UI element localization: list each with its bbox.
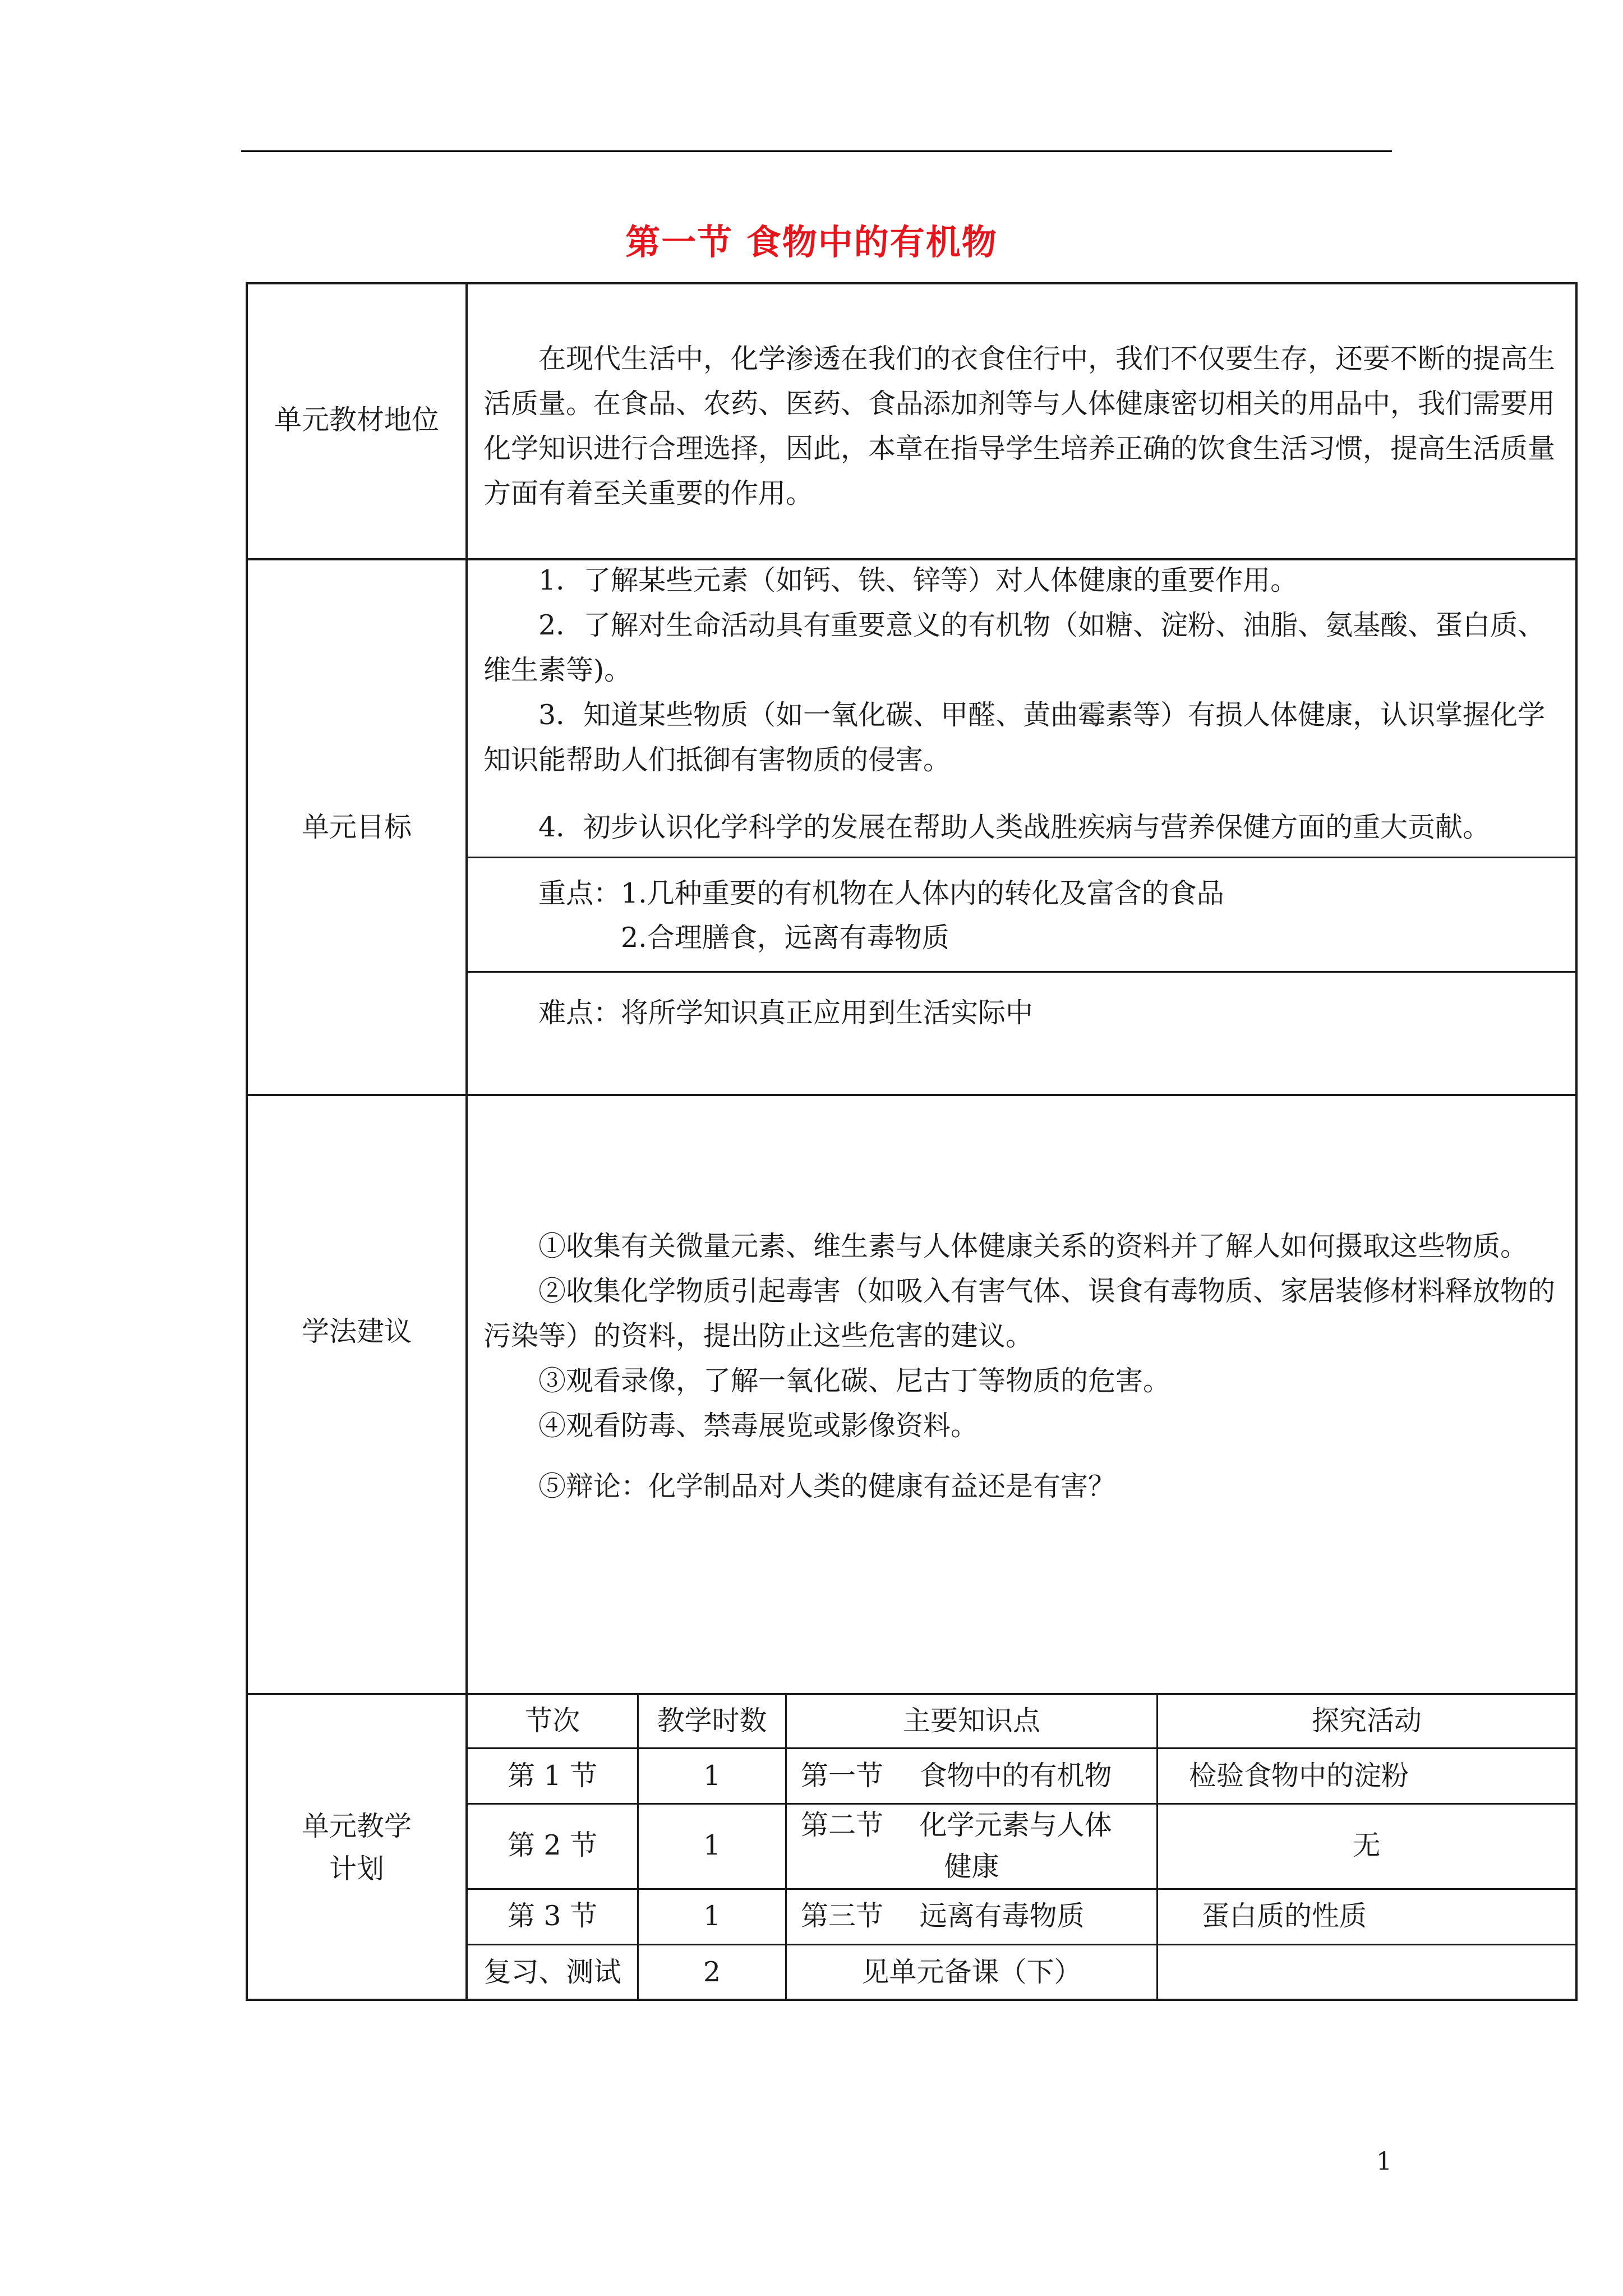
- row-hours: 1: [703, 1829, 721, 1861]
- plan-header-activity: 探究活动: [1311, 1705, 1422, 1737]
- row-lesson: 复习、测试: [483, 1956, 621, 1988]
- row-activity: 无: [1353, 1829, 1381, 1861]
- row-activity: 检验食物中的淀粉: [1189, 1760, 1409, 1792]
- plan-label-line1: 单元教学: [301, 1810, 412, 1842]
- row-lesson: 第 1 节: [507, 1760, 598, 1792]
- row-topic: 见单元备课（下）: [861, 1956, 1082, 1988]
- plan-header-hours: 教学时数: [657, 1705, 767, 1737]
- goal-item: 3．知道某些物质（如一氧化碳、甲醛、黄曲霉素等）有损人体健康，认识掌握化学知识能帮助人们抵御有害物质的侵害。: [483, 699, 1546, 776]
- position-label: 单元教材地位: [274, 404, 439, 436]
- page-title: 第一节 食物中的有机物: [625, 222, 998, 263]
- row-activity: 蛋白质的性质: [1202, 1900, 1367, 1932]
- row-hours: 1: [703, 1760, 721, 1792]
- method-item: ③观看录像，了解一氧化碳、尼古丁等物质的危害。: [538, 1365, 1171, 1397]
- plan-header-topic: 主要知识点: [902, 1705, 1040, 1737]
- row-topic-line2: 健康: [944, 1851, 999, 1883]
- plan-label-line2: 计划: [329, 1853, 384, 1885]
- row-lesson: 第 3 节: [507, 1900, 598, 1932]
- key-points-line1: 重点：1.几种重要的有机物在人体内的转化及富含的食品: [538, 877, 1224, 909]
- method-item: ①收集有关微量元素、维生素与人体健康关系的资料并了解人如何摄取这些物质。: [538, 1230, 1528, 1262]
- method-item: ⑤辩论：化学制品对人类的健康有益还是有害？: [538, 1470, 1116, 1502]
- method-item: ②收集化学物质引起毒害（如吸入有害气体、误食有毒物质、家居装修材料释放物的污染等）的资料，提出防止这些危害的建议。: [483, 1275, 1556, 1352]
- row-hours: 2: [703, 1956, 721, 1988]
- key-points-line2: 2.合理膳食，远离有毒物质: [621, 922, 949, 954]
- page-number: 1: [1376, 2147, 1392, 2176]
- plan-header-lesson: 节次: [524, 1705, 580, 1737]
- row-topic: 第二节 化学元素与人体: [801, 1809, 1112, 1841]
- row-topic: 第三节 远离有毒物质: [801, 1900, 1085, 1932]
- goals-list: [483, 558, 1560, 850]
- position-text: 在现代生活中，化学渗透在我们的衣食住行中，我们不仅要生存，还要不断的提高生活质量。在食品、农药、医药、食品添加剂等与人体健康密切相关的用品中，我们需要用化学知识进行合理选择，因此，本章在指导学生培养正确的饮食生活习惯，提高生活质量方面有着至关重要的作用。: [483, 343, 1556, 509]
- methods-list: [483, 1224, 1560, 1509]
- row-hours: 1: [703, 1900, 721, 1932]
- goal-item: 2．了解对生命活动具有重要意义的有机物（如糖、淀粉、油脂、氨基酸、蛋白质、维生素等)。: [483, 609, 1546, 686]
- goal-item: 4．初步认识化学科学的发展在帮助人类战胜疾病与营养保健方面的重大贡献。: [538, 811, 1491, 843]
- difficulty-line: 难点：将所学知识真正应用到生活实际中: [538, 997, 1034, 1029]
- method-item: ④观看防毒、禁毒展览或影像资料。: [538, 1410, 979, 1442]
- goals-label: 单元目标: [301, 811, 412, 843]
- header-rule: [241, 150, 1392, 152]
- goal-item: 1．了解某些元素（如钙、铁、锌等）对人体健康的重要作用。: [538, 564, 1298, 596]
- row-lesson: 第 2 节: [507, 1829, 598, 1861]
- row-topic: 第一节 食物中的有机物: [801, 1760, 1112, 1792]
- methods-label: 学法建议: [301, 1315, 412, 1347]
- plan-label: [248, 1805, 465, 1890]
- position-text-block: [483, 337, 1560, 516]
